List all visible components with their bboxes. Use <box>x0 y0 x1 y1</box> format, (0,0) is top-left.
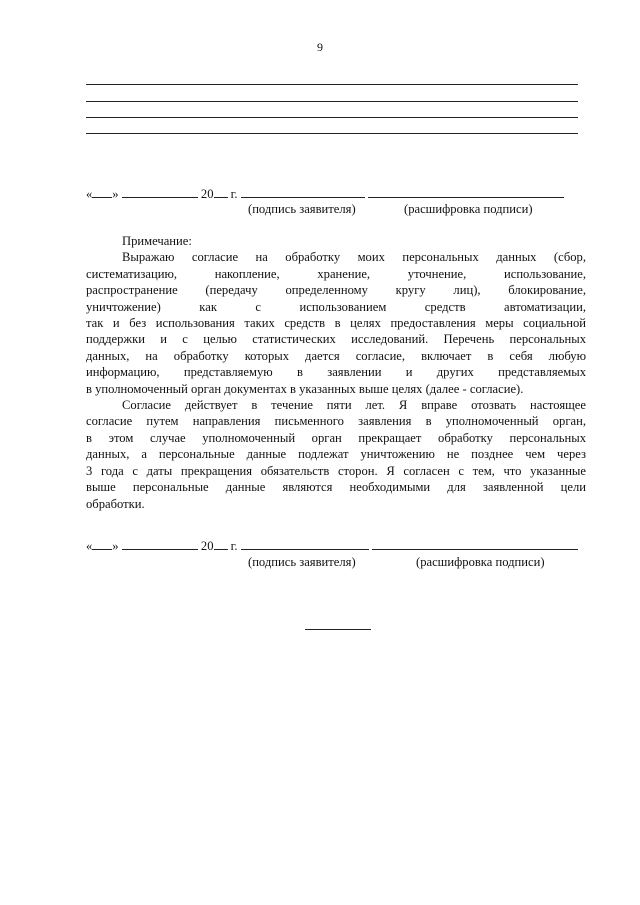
text-line: в уполномоченный орган документах в указанных выше целях (далее - согласие). <box>86 381 524 396</box>
caption-signature: (подпись заявителя) <box>248 202 356 216</box>
date-quote-close: » <box>112 539 119 553</box>
year-prefix: 20 <box>200 539 214 553</box>
text-line: так и без использования таких средств в целях предоставления меры социальной <box>86 316 586 331</box>
year-field[interactable] <box>214 186 228 198</box>
month-field[interactable] <box>122 538 198 550</box>
closing-divider <box>305 629 371 630</box>
consent-paragraph-1 <box>86 249 586 397</box>
signature-decode-field[interactable] <box>368 186 564 198</box>
text-line: Выражаю согласие на обработку моих персональных данных (сбор, <box>122 250 586 265</box>
date-quote-close: » <box>112 187 119 201</box>
text-line: поддержки и с целью статистических исследований. Перечень персональных <box>86 332 586 347</box>
blank-line[interactable] <box>86 133 578 134</box>
signature-field[interactable] <box>241 538 369 550</box>
text-line: обработки. <box>86 496 145 511</box>
caption-signature-decode: (расшифровка подписи) <box>416 555 545 569</box>
page-number: 9 <box>317 40 323 54</box>
text-line: данных, а персональные данные подлежат уничтожению не позднее чем через <box>86 447 586 462</box>
text-line: 3 года с даты прекращения обязательств сторон. Я согласен с тем, что указанные <box>86 463 586 478</box>
year-prefix: 20 <box>200 187 214 201</box>
blank-line[interactable] <box>86 84 578 85</box>
blank-line[interactable] <box>86 117 578 118</box>
day-field[interactable] <box>92 186 112 198</box>
signature-field[interactable] <box>241 186 365 198</box>
caption-signature: (подпись заявителя) <box>248 555 356 569</box>
month-field[interactable] <box>122 186 198 198</box>
note-title: Примечание: <box>122 234 192 248</box>
text-line: Согласие действует в течение пяти лет. Я вправе отозвать настоящее <box>122 398 586 413</box>
text-line: в этом случае уполномоченный орган прекращает обработку персональных <box>86 430 586 445</box>
consent-paragraph-2 <box>86 397 586 512</box>
blank-line[interactable] <box>86 101 578 102</box>
text-line: информацию, представляемую в заявлении и других представляемых <box>86 365 586 380</box>
date-quote-open: « <box>86 187 93 201</box>
text-line: распространение (передачу определенному кругу лиц), блокирование, <box>86 283 586 298</box>
text-line: согласие путем направления письменного заявления в уполномоченный орган, <box>86 414 586 429</box>
day-field[interactable] <box>92 538 112 550</box>
caption-signature-decode: (расшифровка подписи) <box>404 202 533 216</box>
signature-decode-field[interactable] <box>372 538 578 550</box>
text-line: данных, на обработку которых дается согласие, включает в себя любую <box>86 348 586 363</box>
note-block <box>86 233 586 512</box>
text-line: выше персональные данные являются необходимыми для заявленной цели <box>86 480 586 495</box>
date-quote-open: « <box>86 539 93 553</box>
text-line: систематизацию, накопление, хранение, уточнение, использование, <box>86 266 586 281</box>
text-line: уничтожение) как с использованием средств автоматизации, <box>86 299 586 314</box>
year-suffix: г. <box>230 539 238 553</box>
signature-date-line-2 <box>86 538 578 554</box>
year-field[interactable] <box>214 538 228 550</box>
year-suffix: г. <box>230 187 238 201</box>
signature-date-line-1 <box>86 186 564 202</box>
